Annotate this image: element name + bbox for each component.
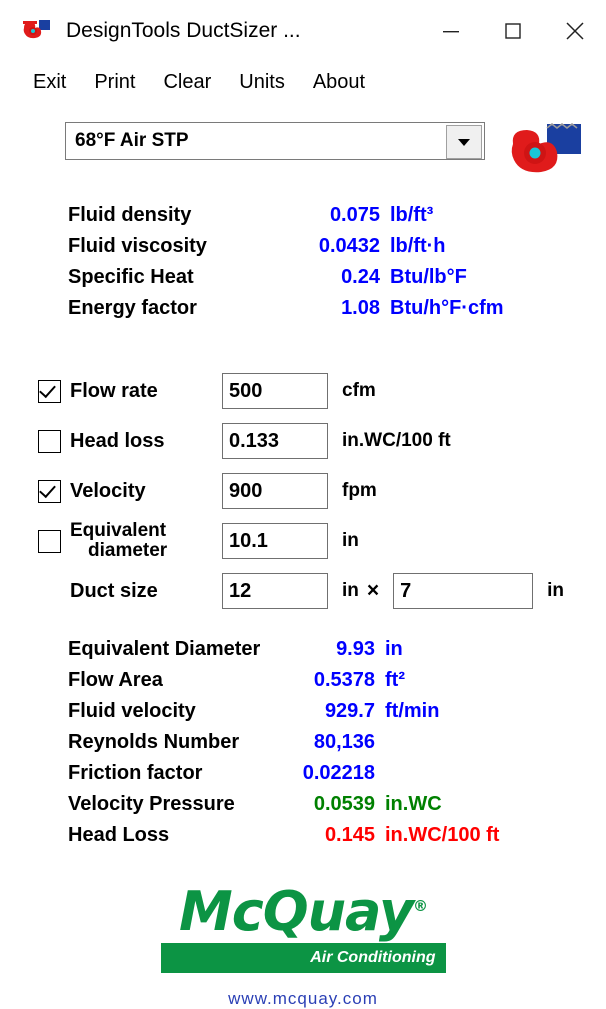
menu-exit[interactable]: Exit bbox=[33, 70, 67, 93]
property-row bbox=[68, 297, 606, 328]
velocity-checkbox[interactable] bbox=[38, 480, 61, 503]
equivalent-diameter-unit: in bbox=[342, 530, 359, 551]
close-button[interactable] bbox=[544, 0, 606, 62]
result-label: Velocity Pressure bbox=[68, 793, 235, 815]
result-value: 929.7 bbox=[324, 700, 375, 722]
property-row bbox=[68, 235, 606, 266]
flow-rate-label: Flow rate bbox=[70, 379, 158, 402]
equivalent-diameter-row bbox=[38, 516, 606, 566]
flow-rate-checkbox[interactable] bbox=[38, 380, 61, 403]
mcquay-tagline: Air Conditioning bbox=[310, 949, 436, 966]
property-label: Fluid density bbox=[68, 204, 192, 226]
menu-print[interactable]: Print bbox=[94, 70, 136, 93]
menu-units[interactable]: Units bbox=[239, 70, 285, 93]
duct-height-input[interactable] bbox=[393, 573, 533, 609]
fluid-properties bbox=[0, 204, 606, 328]
fluid-select-row bbox=[0, 122, 606, 178]
fan-logo-icon bbox=[503, 122, 585, 178]
registered-mark: ® bbox=[413, 897, 428, 915]
result-row bbox=[68, 638, 606, 669]
result-label: Fluid velocity bbox=[68, 700, 196, 722]
mcquay-tagline-bar bbox=[161, 943, 446, 973]
mcquay-brand-text: McQuay bbox=[178, 880, 414, 943]
duct-size-label: Duct size bbox=[70, 579, 158, 602]
window-controls bbox=[420, 0, 606, 62]
menu-clear[interactable]: Clear bbox=[163, 70, 212, 93]
window-title: DesignTools DuctSizer ... bbox=[66, 19, 301, 42]
velocity-label: Velocity bbox=[70, 479, 146, 502]
result-label: Head Loss bbox=[68, 824, 170, 846]
property-row bbox=[68, 204, 606, 235]
property-unit: Btu/h°F·cfm bbox=[390, 297, 504, 319]
duct-height-unit: in bbox=[547, 580, 565, 601]
menu-about[interactable]: About bbox=[312, 70, 366, 93]
duct-width-input[interactable] bbox=[222, 573, 328, 609]
result-value: 0.5378 bbox=[313, 669, 375, 691]
head-loss-checkbox[interactable] bbox=[38, 430, 61, 453]
property-value: 1.08 bbox=[341, 297, 380, 319]
result-label: Flow Area bbox=[68, 669, 163, 691]
duct-size-row bbox=[38, 566, 606, 616]
property-unit: Btu/lb°F bbox=[390, 266, 467, 288]
property-value: 0.24 bbox=[341, 266, 380, 288]
result-unit: in.WC bbox=[385, 793, 442, 815]
result-value: 0.145 bbox=[324, 824, 375, 846]
website-link[interactable]: www.mcquay.com bbox=[228, 989, 378, 1008]
result-value: 80,136 bbox=[313, 731, 375, 753]
property-unit: lb/ft³ bbox=[390, 204, 434, 226]
fluid-select-value: 68°F Air STP bbox=[75, 130, 189, 151]
maximize-button[interactable] bbox=[482, 0, 544, 62]
flow-rate-row bbox=[38, 366, 606, 416]
input-section bbox=[0, 366, 606, 616]
minimize-button[interactable] bbox=[420, 0, 482, 62]
result-unit: in bbox=[385, 638, 403, 660]
result-value: 0.02218 bbox=[302, 762, 375, 784]
result-row bbox=[68, 824, 606, 855]
mcquay-logo bbox=[161, 877, 446, 969]
flow-rate-unit: cfm bbox=[342, 380, 376, 401]
result-unit: in.WC/100 ft bbox=[385, 824, 500, 846]
head-loss-row bbox=[38, 416, 606, 466]
result-row bbox=[68, 731, 606, 762]
result-row bbox=[68, 700, 606, 731]
head-loss-unit: in.WC/100 ft bbox=[342, 430, 451, 451]
property-value: 0.075 bbox=[329, 204, 380, 226]
equivalent-diameter-input[interactable] bbox=[222, 523, 328, 559]
head-loss-input[interactable] bbox=[222, 423, 328, 459]
velocity-unit: fpm bbox=[342, 480, 377, 501]
flow-rate-input[interactable] bbox=[222, 373, 328, 409]
equivalent-diameter-label-line1: Equivalent bbox=[70, 520, 167, 542]
property-label: Specific Heat bbox=[68, 266, 194, 288]
equivalent-diameter-label bbox=[70, 521, 222, 561]
property-value: 0.0432 bbox=[318, 235, 380, 257]
property-row bbox=[68, 266, 606, 297]
result-label: Equivalent Diameter bbox=[68, 638, 261, 660]
property-label: Energy factor bbox=[68, 297, 197, 319]
result-label: Friction factor bbox=[68, 762, 203, 784]
velocity-row bbox=[38, 466, 606, 516]
mcquay-brand bbox=[161, 877, 446, 941]
chevron-down-icon[interactable] bbox=[446, 125, 482, 159]
result-row bbox=[68, 762, 606, 793]
menu-bar bbox=[0, 62, 606, 102]
equivalent-diameter-checkbox[interactable] bbox=[38, 530, 61, 553]
title-bar bbox=[0, 0, 606, 62]
result-unit: ft/min bbox=[385, 700, 440, 722]
fan-icon bbox=[22, 19, 52, 43]
property-label: Fluid viscosity bbox=[68, 235, 207, 257]
result-label: Reynolds Number bbox=[68, 731, 240, 753]
head-loss-label: Head loss bbox=[70, 429, 165, 452]
multiply-icon: × bbox=[366, 579, 380, 602]
velocity-input[interactable] bbox=[222, 473, 328, 509]
property-unit: lb/ft·h bbox=[390, 235, 446, 257]
result-unit: ft² bbox=[385, 669, 405, 691]
footer bbox=[0, 877, 606, 1009]
result-value: 9.93 bbox=[336, 638, 375, 660]
duct-width-unit: in bbox=[342, 580, 359, 601]
fluid-select[interactable] bbox=[65, 122, 485, 160]
results-section bbox=[0, 638, 606, 855]
result-row bbox=[68, 669, 606, 700]
result-row bbox=[68, 793, 606, 824]
result-value: 0.0539 bbox=[313, 793, 375, 815]
equivalent-diameter-label-line2: diameter bbox=[88, 540, 168, 561]
